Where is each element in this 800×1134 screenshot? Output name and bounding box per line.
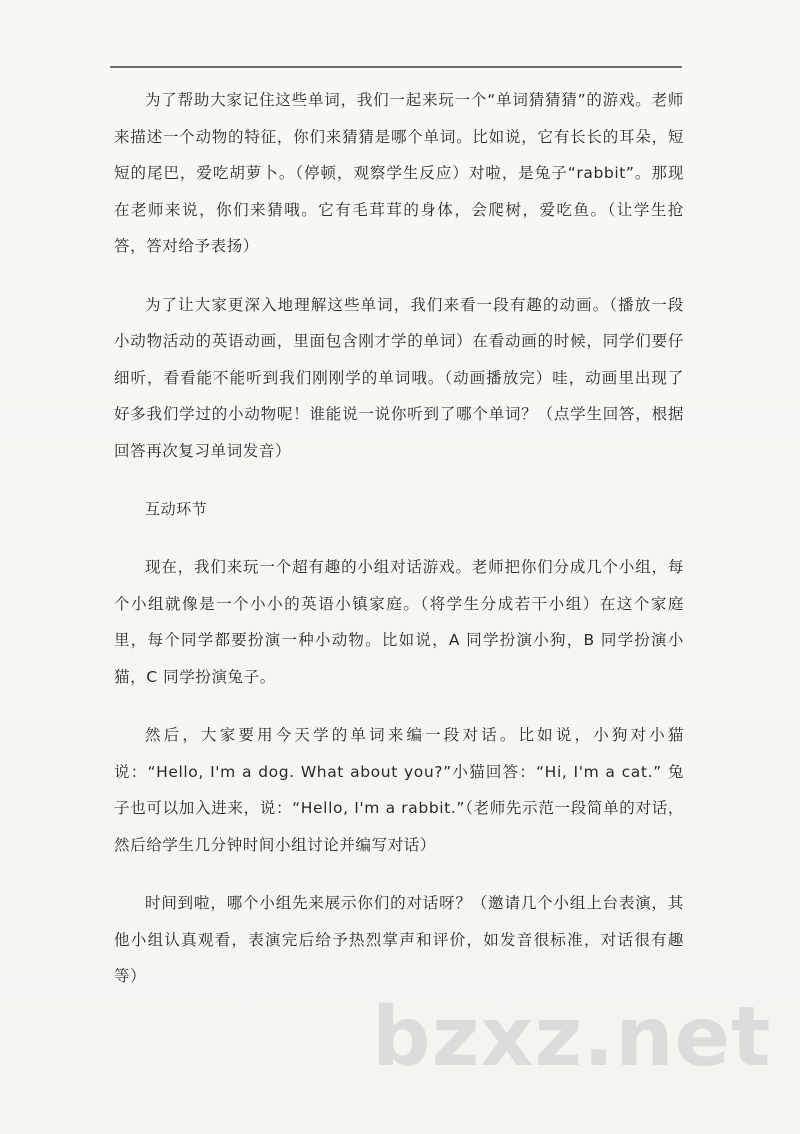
paragraph-animation: 为了让大家更深入地理解这些单词，我们来看一段有趣的动画。（播放一段小动物活动的英语动画，里面包含刚才学的单词）在看动画的时候，同学们要仔细听，看看能不能听到我们刚刚学的单词哦。（动画播放完）哇，动画里出现了好多我们学过的小动物呢！谁能说一说你听到了哪个单词？（点学生回答，根据回答再次复习单词发音） <box>114 295 684 460</box>
document-body <box>114 82 684 995</box>
watermark: bzxz.net <box>372 990 772 1085</box>
paragraph-group-dialogue: 现在，我们来玩一个超有趣的小组对话游戏。老师把你们分成几个小组，每个小组就像是一个小小的英语小镇家庭。（将学生分成若干小组）在这个家庭里，每个同学都要扮演一种小动物。比如说，A 同学扮演小狗，B 同学扮演小猫，C 同学扮演兔子。 <box>114 558 684 686</box>
section-heading-interaction: 互动环节 <box>145 500 208 518</box>
header-rule <box>110 66 682 68</box>
paragraph-dialogue-example: 然后，大家要用今天学的单词来编一段对话。比如说，小狗对小猫说：“Hello, I'm a dog. What about you?”小猫回答：“Hi, I'm a cat.” 兔子也可以加入进来，说：“Hello, I'm a rabbit.”（老师先示范一段简单的对话，然后给学生几分钟时间小组讨论并编写对话） <box>114 726 684 854</box>
paragraph-presentation: 时间到啦，哪个小组先来展示你们的对话呀？（邀请几个小组上台表演，其他小组认真观看，表演完后给予热烈掌声和评价，如发音很标准，对话很有趣等） <box>114 894 684 985</box>
paragraph-word-guessing-game: 为了帮助大家记住这些单词，我们一起来玩一个“单词猜猜猜”的游戏。老师来描述一个动物的特征，你们来猜猜是哪个单词。比如说，它有长长的耳朵，短短的尾巴，爱吃胡萝卜。（停顿，观察学生反应）对啦，是兔子“rabbit”。那现在老师来说，你们来猜哦。它有毛茸茸的身体，会爬树，爱吃鱼。（让学生抢答，答对给予表扬） <box>114 91 684 255</box>
